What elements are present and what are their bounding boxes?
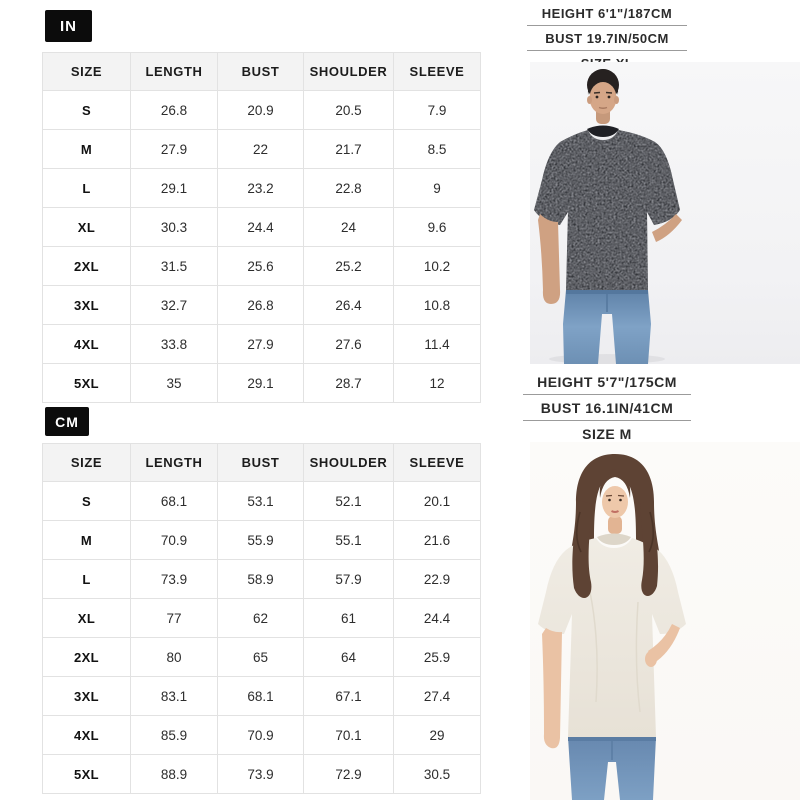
value-cell: 58.9 xyxy=(218,560,304,599)
value-cell: 32.7 xyxy=(131,286,218,325)
column-header-shoulder: SHOULDER xyxy=(304,53,394,91)
value-cell: 25.6 xyxy=(218,247,304,286)
table-row xyxy=(43,716,481,755)
value-cell: 21.6 xyxy=(394,521,481,560)
size-table-centimeters xyxy=(42,443,481,794)
size-table-inches xyxy=(42,52,481,403)
value-cell: 35 xyxy=(131,364,218,403)
column-header-sleeve: SLEEVE xyxy=(394,53,481,91)
male-tshirt xyxy=(530,122,800,297)
value-cell: 67.1 xyxy=(304,677,394,716)
value-cell: 20.5 xyxy=(304,91,394,130)
table-row xyxy=(43,169,481,208)
table-row xyxy=(43,130,481,169)
value-cell: 10.2 xyxy=(394,247,481,286)
table-row xyxy=(43,286,481,325)
value-cell: 25.9 xyxy=(394,638,481,677)
female-model-photo xyxy=(530,442,800,800)
value-cell: 55.1 xyxy=(304,521,394,560)
value-cell: 24.4 xyxy=(218,208,304,247)
value-cell: 26.8 xyxy=(218,286,304,325)
value-cell: 68.1 xyxy=(131,482,218,521)
value-cell: 20.9 xyxy=(218,91,304,130)
table-row xyxy=(43,91,481,130)
value-cell: 22 xyxy=(218,130,304,169)
value-cell: 22.9 xyxy=(394,560,481,599)
value-cell: 29.1 xyxy=(131,169,218,208)
value-cell: 88.9 xyxy=(131,755,218,794)
value-cell: 70.1 xyxy=(304,716,394,755)
table-row xyxy=(43,482,481,521)
unit-badge-in: IN xyxy=(45,10,92,42)
value-cell: 62 xyxy=(218,599,304,638)
size-cell: L xyxy=(43,560,131,599)
column-header-shoulder: SHOULDER xyxy=(304,444,394,482)
size-cell: XL xyxy=(43,208,131,247)
column-header-length: LENGTH xyxy=(131,444,218,482)
value-cell: 70.9 xyxy=(131,521,218,560)
table-row xyxy=(43,638,481,677)
value-cell: 28.7 xyxy=(304,364,394,403)
column-header-bust: BUST xyxy=(218,53,304,91)
table-row xyxy=(43,364,481,403)
value-cell: 30.3 xyxy=(131,208,218,247)
table-row xyxy=(43,325,481,364)
size-cell: S xyxy=(43,91,131,130)
value-cell: 24 xyxy=(304,208,394,247)
value-cell: 27.6 xyxy=(304,325,394,364)
value-cell: 26.4 xyxy=(304,286,394,325)
value-cell: 61 xyxy=(304,599,394,638)
column-header-length: LENGTH xyxy=(131,53,218,91)
female-model-info xyxy=(523,372,691,450)
size-cell: 2XL xyxy=(43,638,131,677)
table-row xyxy=(43,208,481,247)
size-cell: 5XL xyxy=(43,364,131,403)
value-cell: 23.2 xyxy=(218,169,304,208)
value-cell: 53.1 xyxy=(218,482,304,521)
value-cell: 57.9 xyxy=(304,560,394,599)
size-cell: 2XL xyxy=(43,247,131,286)
size-cell: 5XL xyxy=(43,755,131,794)
female-bust-spec: BUST 16.1IN/41CM xyxy=(523,398,691,421)
value-cell: 27.4 xyxy=(394,677,481,716)
column-header-bust: BUST xyxy=(218,444,304,482)
value-cell: 12 xyxy=(394,364,481,403)
value-cell: 27.9 xyxy=(218,325,304,364)
value-cell: 26.8 xyxy=(131,91,218,130)
male-height-spec: HEIGHT 6'1"/187CM xyxy=(527,4,687,26)
value-cell: 73.9 xyxy=(131,560,218,599)
size-cell: 3XL xyxy=(43,677,131,716)
value-cell: 24.4 xyxy=(394,599,481,638)
value-cell: 25.2 xyxy=(304,247,394,286)
value-cell: 10.8 xyxy=(394,286,481,325)
value-cell: 7.9 xyxy=(394,91,481,130)
column-header-size: SIZE xyxy=(43,53,131,91)
table-row xyxy=(43,677,481,716)
value-cell: 70.9 xyxy=(218,716,304,755)
value-cell: 11.4 xyxy=(394,325,481,364)
table-row xyxy=(43,755,481,794)
value-cell: 52.1 xyxy=(304,482,394,521)
value-cell: 72.9 xyxy=(304,755,394,794)
column-header-size: SIZE xyxy=(43,444,131,482)
female-height-spec: HEIGHT 5'7"/175CM xyxy=(523,372,691,395)
value-cell: 83.1 xyxy=(131,677,218,716)
table-header-row xyxy=(43,444,481,482)
value-cell: 29.1 xyxy=(218,364,304,403)
value-cell: 85.9 xyxy=(131,716,218,755)
female-head xyxy=(600,469,630,534)
value-cell: 80 xyxy=(131,638,218,677)
female-size-spec: SIZE M xyxy=(547,424,668,447)
size-cell: L xyxy=(43,169,131,208)
value-cell: 33.8 xyxy=(131,325,218,364)
table-row xyxy=(43,521,481,560)
unit-badge-cm: CM xyxy=(45,407,89,436)
column-header-sleeve: SLEEVE xyxy=(394,444,481,482)
value-cell: 27.9 xyxy=(131,130,218,169)
male-head xyxy=(587,69,619,124)
value-cell: 64 xyxy=(304,638,394,677)
size-cell: 4XL xyxy=(43,716,131,755)
value-cell: 20.1 xyxy=(394,482,481,521)
size-cell: M xyxy=(43,130,131,169)
value-cell: 21.7 xyxy=(304,130,394,169)
value-cell: 8.5 xyxy=(394,130,481,169)
value-cell: 55.9 xyxy=(218,521,304,560)
size-cell: M xyxy=(43,521,131,560)
male-model-photo xyxy=(530,62,800,364)
value-cell: 9.6 xyxy=(394,208,481,247)
size-cell: 4XL xyxy=(43,325,131,364)
table-header-row xyxy=(43,53,481,91)
female-jeans xyxy=(568,737,656,800)
size-cell: S xyxy=(43,482,131,521)
size-cell: XL xyxy=(43,599,131,638)
value-cell: 73.9 xyxy=(218,755,304,794)
male-jeans xyxy=(563,290,651,364)
male-bust-spec: BUST 19.7IN/50CM xyxy=(527,29,687,51)
size-cell: 3XL xyxy=(43,286,131,325)
value-cell: 30.5 xyxy=(394,755,481,794)
value-cell: 22.8 xyxy=(304,169,394,208)
value-cell: 65 xyxy=(218,638,304,677)
value-cell: 77 xyxy=(131,599,218,638)
value-cell: 68.1 xyxy=(218,677,304,716)
value-cell: 29 xyxy=(394,716,481,755)
table-row xyxy=(43,560,481,599)
value-cell: 9 xyxy=(394,169,481,208)
table-row xyxy=(43,599,481,638)
value-cell: 31.5 xyxy=(131,247,218,286)
table-row xyxy=(43,247,481,286)
